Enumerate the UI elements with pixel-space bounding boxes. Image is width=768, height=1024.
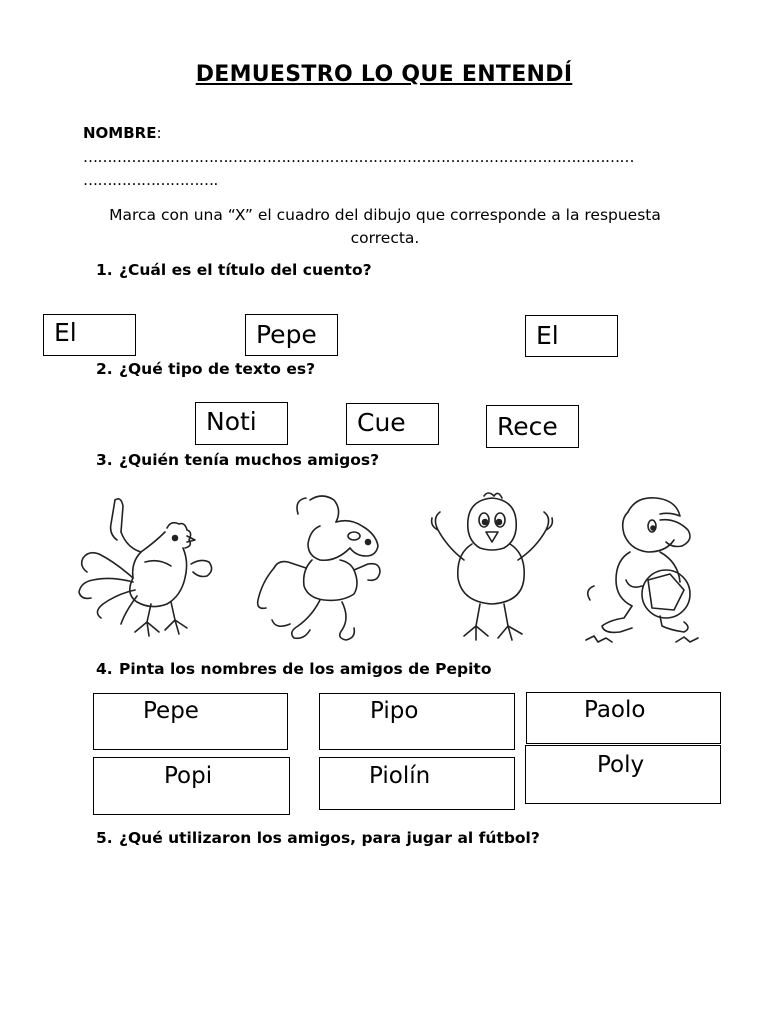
name-dotted-line-continued[interactable]: ………………………. [83,171,218,189]
question-2 [96,360,315,378]
friend-name-box-popi[interactable] [93,757,290,815]
answer-box-q1-1[interactable] [43,314,136,356]
friend-name-box-pepe[interactable] [93,693,288,750]
question-text: ¿Qué utilizaron los amigos, para jugar al fútbol? [119,829,540,847]
friend-name-label: Piolín [369,763,431,789]
question-text: Pinta los nombres de los amigos de Pepito [119,660,492,678]
answer-box-q2-1[interactable] [195,402,288,445]
answer-box-q1-2[interactable] [245,314,338,356]
name-label-text: NOMBRE [83,124,157,142]
friend-name-box-piolin[interactable] [319,757,515,810]
friend-name-box-paolo[interactable] [526,692,721,744]
question-1 [96,261,372,279]
answer-label: Cue [357,408,406,437]
answer-label: Noti [206,407,257,436]
friend-name-label: Popi [164,763,213,789]
friend-name-label: Pipo [370,698,419,724]
question-number: 4. [96,660,113,678]
question-number: 1. [96,261,113,279]
name-label-colon: : [156,124,162,142]
answer-label: El [536,321,559,350]
question-3 [96,451,379,469]
chick-drawing[interactable] [428,490,558,645]
question-5 [96,829,540,847]
friend-name-label: Paolo [584,697,646,723]
question-text: ¿Quién tenía muchos amigos? [119,451,380,469]
answer-label: El [54,318,77,347]
question-text: ¿Cuál es el título del cuento? [119,261,372,279]
friend-name-label: Poly [597,752,645,778]
name-dotted-line[interactable]: …………………………………………………………………………………………………… [83,148,634,166]
duck-with-ball-drawing[interactable] [580,490,710,645]
question-number: 2. [96,360,113,378]
friend-name-label: Pepe [143,698,199,724]
answer-label: Pepe [256,320,317,349]
instruction-text: Marca con una “X” el cuadro del dibujo que corresponde a la respuesta correcta. [109,206,661,247]
answer-box-q1-3[interactable] [525,315,618,357]
friend-name-box-pipo[interactable] [319,693,515,750]
rooster-drawing[interactable] [75,492,225,647]
rabbit-drawing[interactable] [250,490,390,648]
friend-name-box-poly[interactable] [525,745,721,804]
question-number: 5. [96,829,113,847]
name-label [83,124,162,142]
page-title: DEMUESTRO LO QUE ENTENDÍ [195,62,573,87]
answer-box-q2-2[interactable] [346,403,439,445]
answer-label: Rece [497,412,558,441]
answer-box-q2-3[interactable] [486,405,579,448]
question-text: ¿Qué tipo de texto es? [119,360,316,378]
question-number: 3. [96,451,113,469]
question-4 [96,660,491,678]
